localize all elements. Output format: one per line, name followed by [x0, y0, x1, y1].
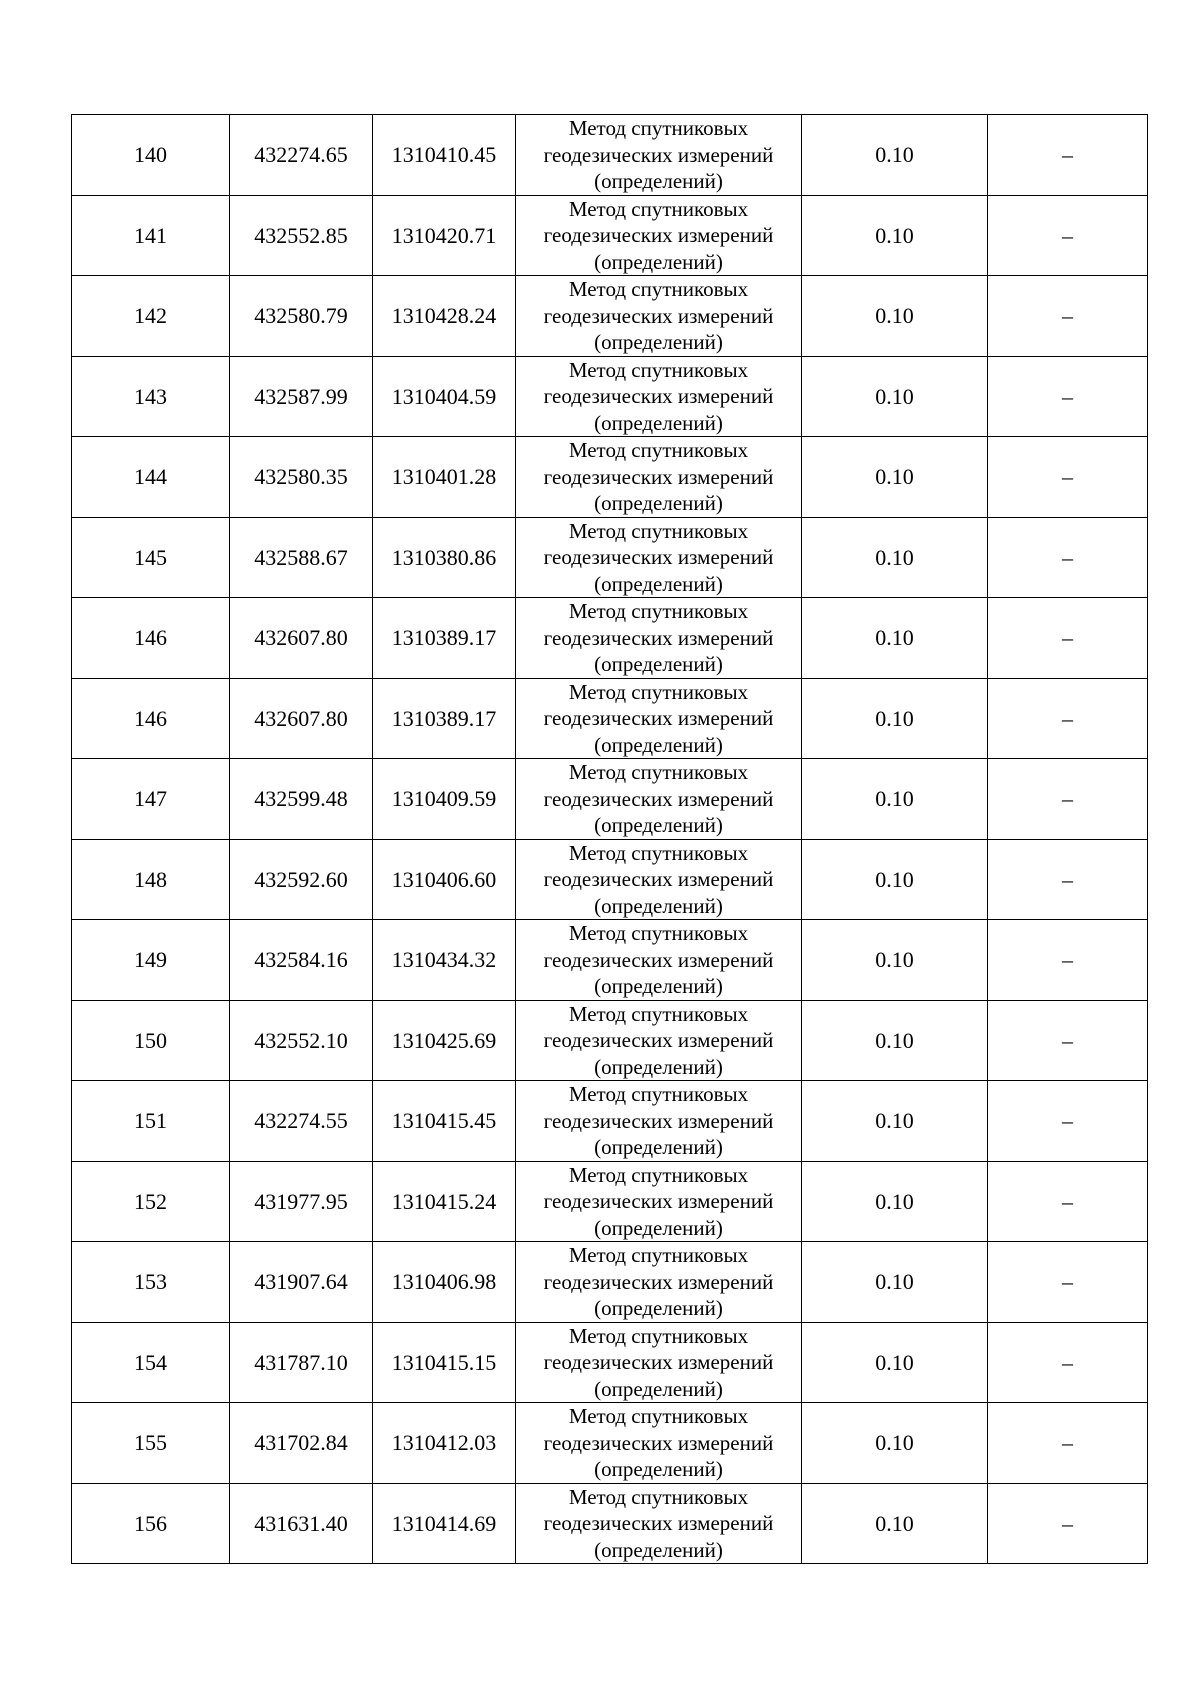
table-row [72, 1081, 1148, 1162]
x-coordinate-cell: 432274.65 [230, 115, 373, 196]
method-line: (определений) [594, 1537, 723, 1562]
method-line: геодезических измерений [543, 545, 774, 569]
method-line: (определений) [594, 1376, 723, 1401]
method-cell [516, 1403, 802, 1484]
y-coordinate-cell: 1310404.59 [373, 356, 516, 437]
method-line: геодезических измерений [543, 786, 774, 811]
table-row [72, 839, 1148, 920]
point-number-cell: 155 [72, 1403, 230, 1484]
point-number-cell: 147 [72, 759, 230, 840]
method-line: Метод спутниковых [568, 116, 749, 140]
method-line: (определений) [594, 1457, 723, 1481]
method-line: (определений) [594, 652, 723, 676]
y-coordinate-cell: 1310428.24 [373, 276, 516, 357]
method-line: геодезических измерений [543, 1028, 774, 1052]
method-line: геодезических измерений [543, 303, 774, 328]
y-coordinate-cell: 1310406.98 [373, 1242, 516, 1323]
point-number-cell: 154 [72, 1322, 230, 1403]
method-line: Метод спутниковых [568, 438, 749, 462]
x-coordinate-cell: 432274.55 [230, 1081, 373, 1162]
point-number-cell: 150 [72, 1000, 230, 1081]
accuracy-cell: 0.10 [802, 1322, 988, 1403]
point-number-cell: 151 [72, 1081, 230, 1162]
method-cell [516, 1483, 802, 1564]
y-coordinate-cell: 1310389.17 [373, 598, 516, 679]
method-line: Метод спутниковых [568, 599, 749, 623]
method-line: Метод спутниковых [568, 1404, 749, 1428]
y-coordinate-cell: 1310380.86 [373, 517, 516, 598]
y-coordinate-cell: 1310389.17 [373, 678, 516, 759]
table-row [72, 437, 1148, 518]
method-cell [516, 1161, 802, 1242]
method-line: Метод спутниковых [568, 1323, 749, 1348]
note-cell: – [988, 920, 1148, 1001]
table-row [72, 276, 1148, 357]
method-cell [516, 517, 802, 598]
table-row [72, 920, 1148, 1001]
method-line: Метод спутниковых [568, 921, 749, 945]
x-coordinate-cell: 432587.99 [230, 356, 373, 437]
method-cell [516, 598, 802, 679]
note-cell: – [988, 598, 1148, 679]
x-coordinate-cell: 431977.95 [230, 1161, 373, 1242]
accuracy-cell: 0.10 [802, 1483, 988, 1564]
point-number-cell: 142 [72, 276, 230, 357]
method-line: геодезических измерений [543, 1511, 774, 1535]
x-coordinate-cell: 431702.84 [230, 1403, 373, 1484]
method-line: Метод спутниковых [568, 1243, 749, 1267]
method-cell [516, 1081, 802, 1162]
method-line: (определений) [594, 893, 723, 918]
method-line: (определений) [594, 169, 723, 193]
x-coordinate-cell: 432552.85 [230, 195, 373, 276]
note-cell: – [988, 1322, 1148, 1403]
table-row [72, 356, 1148, 437]
y-coordinate-cell: 1310401.28 [373, 437, 516, 518]
x-coordinate-cell: 432607.80 [230, 598, 373, 679]
accuracy-cell: 0.10 [802, 517, 988, 598]
method-line: Метод спутниковых [568, 277, 749, 301]
coordinates-table-body [72, 115, 1148, 1564]
accuracy-cell: 0.10 [802, 437, 988, 518]
method-line: (определений) [594, 491, 723, 515]
method-line: Метод спутниковых [568, 1001, 749, 1026]
method-cell [516, 1000, 802, 1081]
x-coordinate-cell: 432599.48 [230, 759, 373, 840]
point-number-cell: 146 [72, 598, 230, 679]
note-cell: – [988, 678, 1148, 759]
accuracy-cell: 0.10 [802, 598, 988, 679]
method-cell [516, 1242, 802, 1323]
note-cell: – [988, 839, 1148, 920]
point-number-cell: 148 [72, 839, 230, 920]
note-cell: – [988, 759, 1148, 840]
accuracy-cell: 0.10 [802, 1000, 988, 1081]
method-line: (определений) [594, 1135, 723, 1159]
method-cell [516, 678, 802, 759]
method-line: (определений) [594, 330, 723, 354]
method-line: Метод спутниковых [568, 760, 749, 784]
y-coordinate-cell: 1310420.71 [373, 195, 516, 276]
note-cell: – [988, 517, 1148, 598]
method-line: геодезических измерений [543, 1269, 774, 1294]
y-coordinate-cell: 1310410.45 [373, 115, 516, 196]
accuracy-cell: 0.10 [802, 678, 988, 759]
point-number-cell: 140 [72, 115, 230, 196]
method-line: Метод спутниковых [568, 1082, 749, 1106]
method-line: геодезических измерений [543, 867, 774, 891]
method-line: (определений) [594, 249, 723, 274]
note-cell: – [988, 1403, 1148, 1484]
method-cell [516, 115, 802, 196]
accuracy-cell: 0.10 [802, 1242, 988, 1323]
accuracy-cell: 0.10 [802, 115, 988, 196]
accuracy-cell: 0.10 [802, 356, 988, 437]
method-line: Метод спутниковых [568, 679, 749, 704]
table-row [72, 1322, 1148, 1403]
method-line: (определений) [594, 974, 723, 998]
method-line: (определений) [594, 410, 723, 435]
method-line: геодезических измерений [543, 1108, 774, 1133]
point-number-cell: 153 [72, 1242, 230, 1323]
y-coordinate-cell: 1310425.69 [373, 1000, 516, 1081]
table-row [72, 517, 1148, 598]
method-cell [516, 759, 802, 840]
table-row [72, 1000, 1148, 1081]
x-coordinate-cell: 432552.10 [230, 1000, 373, 1081]
note-cell: – [988, 356, 1148, 437]
x-coordinate-cell: 432580.79 [230, 276, 373, 357]
y-coordinate-cell: 1310415.24 [373, 1161, 516, 1242]
point-number-cell: 152 [72, 1161, 230, 1242]
note-cell: – [988, 276, 1148, 357]
accuracy-cell: 0.10 [802, 759, 988, 840]
method-line: (определений) [594, 1215, 723, 1240]
x-coordinate-cell: 431787.10 [230, 1322, 373, 1403]
y-coordinate-cell: 1310406.60 [373, 839, 516, 920]
method-line: Метод спутниковых [568, 1162, 749, 1187]
y-coordinate-cell: 1310415.15 [373, 1322, 516, 1403]
method-line: геодезических измерений [543, 142, 774, 167]
accuracy-cell: 0.10 [802, 839, 988, 920]
point-number-cell: 145 [72, 517, 230, 598]
accuracy-cell: 0.10 [802, 920, 988, 1001]
note-cell: – [988, 1483, 1148, 1564]
point-number-cell: 146 [72, 678, 230, 759]
method-line: (определений) [594, 1054, 723, 1079]
accuracy-cell: 0.10 [802, 195, 988, 276]
method-line: геодезических измерений [543, 947, 774, 972]
table-row [72, 1483, 1148, 1564]
x-coordinate-cell: 432580.35 [230, 437, 373, 518]
table-row [72, 195, 1148, 276]
table-row [72, 598, 1148, 679]
table-row [72, 1161, 1148, 1242]
method-line: геодезических измерений [543, 706, 774, 730]
method-line: (определений) [594, 1296, 723, 1320]
method-line: Метод спутниковых [568, 357, 749, 382]
method-cell [516, 276, 802, 357]
method-line: геодезических измерений [543, 464, 774, 489]
point-number-cell: 144 [72, 437, 230, 518]
method-line: геодезических измерений [543, 384, 774, 408]
method-line: геодезических измерений [543, 223, 774, 247]
accuracy-cell: 0.10 [802, 276, 988, 357]
coordinates-table [71, 114, 1148, 1564]
x-coordinate-cell: 432584.16 [230, 920, 373, 1001]
y-coordinate-cell: 1310414.69 [373, 1483, 516, 1564]
note-cell: – [988, 115, 1148, 196]
method-cell [516, 356, 802, 437]
method-line: Метод спутниковых [568, 196, 749, 221]
note-cell: – [988, 1000, 1148, 1081]
accuracy-cell: 0.10 [802, 1161, 988, 1242]
x-coordinate-cell: 432607.80 [230, 678, 373, 759]
x-coordinate-cell: 432592.60 [230, 839, 373, 920]
method-cell [516, 920, 802, 1001]
method-cell [516, 1322, 802, 1403]
method-cell [516, 437, 802, 518]
accuracy-cell: 0.10 [802, 1081, 988, 1162]
note-cell: – [988, 195, 1148, 276]
method-line: (определений) [594, 571, 723, 596]
table-row [72, 1242, 1148, 1323]
table-row [72, 115, 1148, 196]
method-line: (определений) [594, 813, 723, 837]
table-row [72, 1403, 1148, 1484]
y-coordinate-cell: 1310409.59 [373, 759, 516, 840]
method-line: геодезических измерений [543, 625, 774, 650]
x-coordinate-cell: 431631.40 [230, 1483, 373, 1564]
y-coordinate-cell: 1310412.03 [373, 1403, 516, 1484]
accuracy-cell: 0.10 [802, 1403, 988, 1484]
point-number-cell: 156 [72, 1483, 230, 1564]
method-line: геодезических измерений [543, 1189, 774, 1213]
point-number-cell: 141 [72, 195, 230, 276]
method-line: (определений) [594, 732, 723, 757]
table-row [72, 678, 1148, 759]
method-line: геодезических измерений [543, 1430, 774, 1455]
point-number-cell: 143 [72, 356, 230, 437]
x-coordinate-cell: 431907.64 [230, 1242, 373, 1323]
note-cell: – [988, 1161, 1148, 1242]
method-cell [516, 195, 802, 276]
method-cell [516, 839, 802, 920]
y-coordinate-cell: 1310434.32 [373, 920, 516, 1001]
note-cell: – [988, 437, 1148, 518]
table-row [72, 759, 1148, 840]
y-coordinate-cell: 1310415.45 [373, 1081, 516, 1162]
note-cell: – [988, 1242, 1148, 1323]
method-line: Метод спутниковых [568, 1484, 749, 1509]
method-line: геодезических измерений [543, 1350, 774, 1374]
method-line: Метод спутниковых [568, 518, 749, 543]
x-coordinate-cell: 432588.67 [230, 517, 373, 598]
note-cell: – [988, 1081, 1148, 1162]
method-line: Метод спутниковых [568, 840, 749, 865]
point-number-cell: 149 [72, 920, 230, 1001]
